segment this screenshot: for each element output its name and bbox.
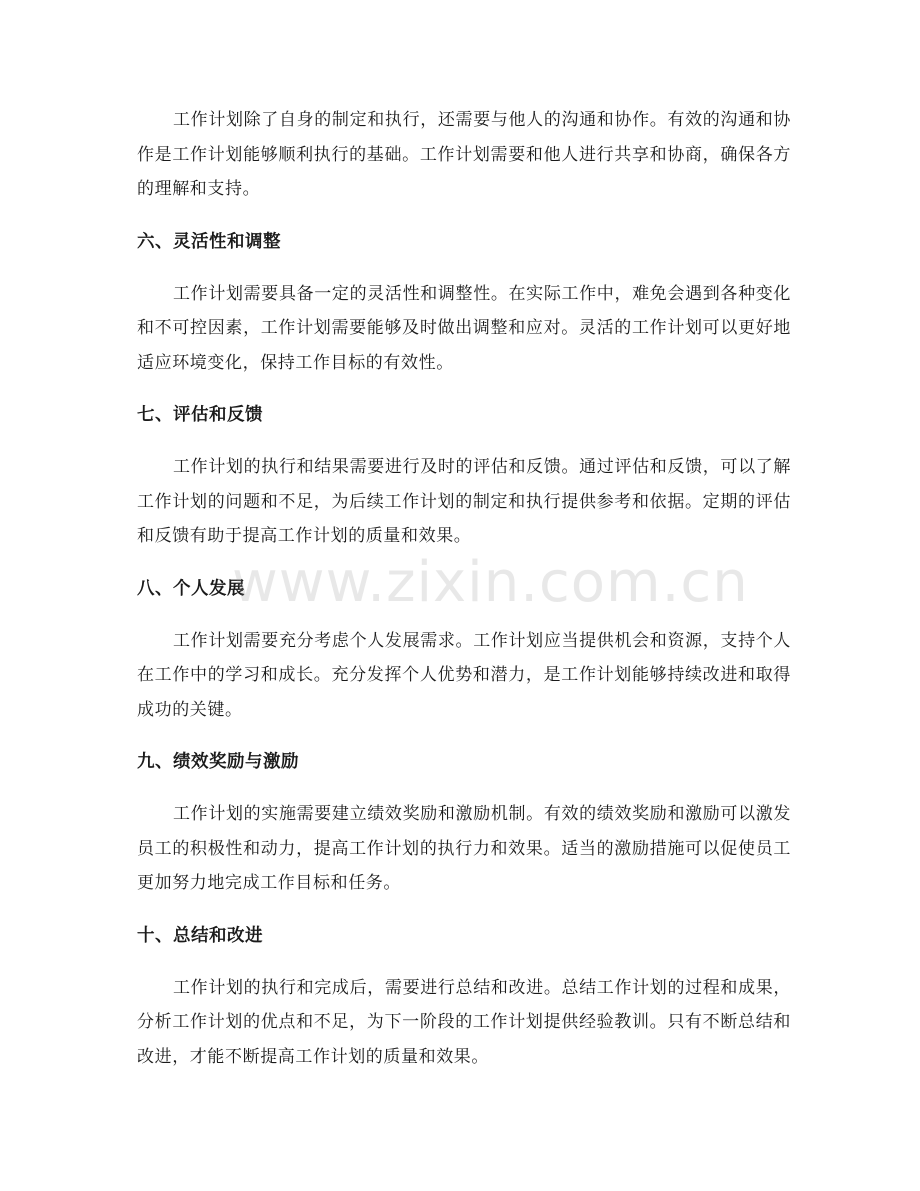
paragraph-flexibility: 工作计划需要具备一定的灵活性和调整性。在实际工作中，难免会遇到各种变化和不可控因素，工作计划需要能够及时做出调整和应对。灵活的工作计划可以更好地适应环境变化，保持工作目标的有效性。: [137, 283, 791, 373]
paragraph-evaluation: 工作计划的执行和结果需要进行及时的评估和反馈。通过评估和反馈，可以了解工作计划的问题和不足，为后续工作计划的制定和执行提供参考和依据。定期的评估和反馈有助于提高工作计划的质量和效果。: [137, 457, 791, 546]
heading-personal-development: 八、个人发展: [137, 578, 245, 599]
heading-performance-rewards: 九、绩效奖励与激励: [137, 752, 299, 772]
document-body: [137, 103, 791, 1074]
paragraph-summary: 工作计划的执行和完成后，需要进行总结和改进。总结工作计划的过程和成果，分析工作计划的优点和不足，为下一阶段的工作计划提供经验教训。只有不断总结和改进，才能不断提高工作计划的质量和效果。: [137, 977, 791, 1067]
paragraph-performance-rewards: 工作计划的实施需要建立绩效奖励和激励机制。有效的绩效奖励和激励可以激发员工的积极性和动力，提高工作计划的执行力和效果。适当的激励措施可以促使员工更加努力地完成工作目标和任务。: [137, 804, 791, 893]
heading-summary: 十、总结和改进: [137, 925, 263, 946]
watermark-text: www.zixin.com.cn: [232, 550, 749, 615]
heading-evaluation: 七、评估和反馈: [137, 405, 263, 425]
heading-flexibility: 六、灵活性和调整: [137, 231, 281, 252]
paragraph-collaboration: 工作计划除了自身的制定和执行，还需要与他人的沟通和协作。有效的沟通和协作是工作计划能够顺利执行的基础。工作计划需要和他人进行共享和协商，确保各方的理解和支持。: [137, 110, 791, 199]
paragraph-personal-development: 工作计划需要充分考虑个人发展需求。工作计划应当提供机会和资源，支持个人在工作中的学习和成长。充分发挥个人优势和潜力，是工作计划能够持续改进和取得成功的关键。: [137, 630, 791, 720]
